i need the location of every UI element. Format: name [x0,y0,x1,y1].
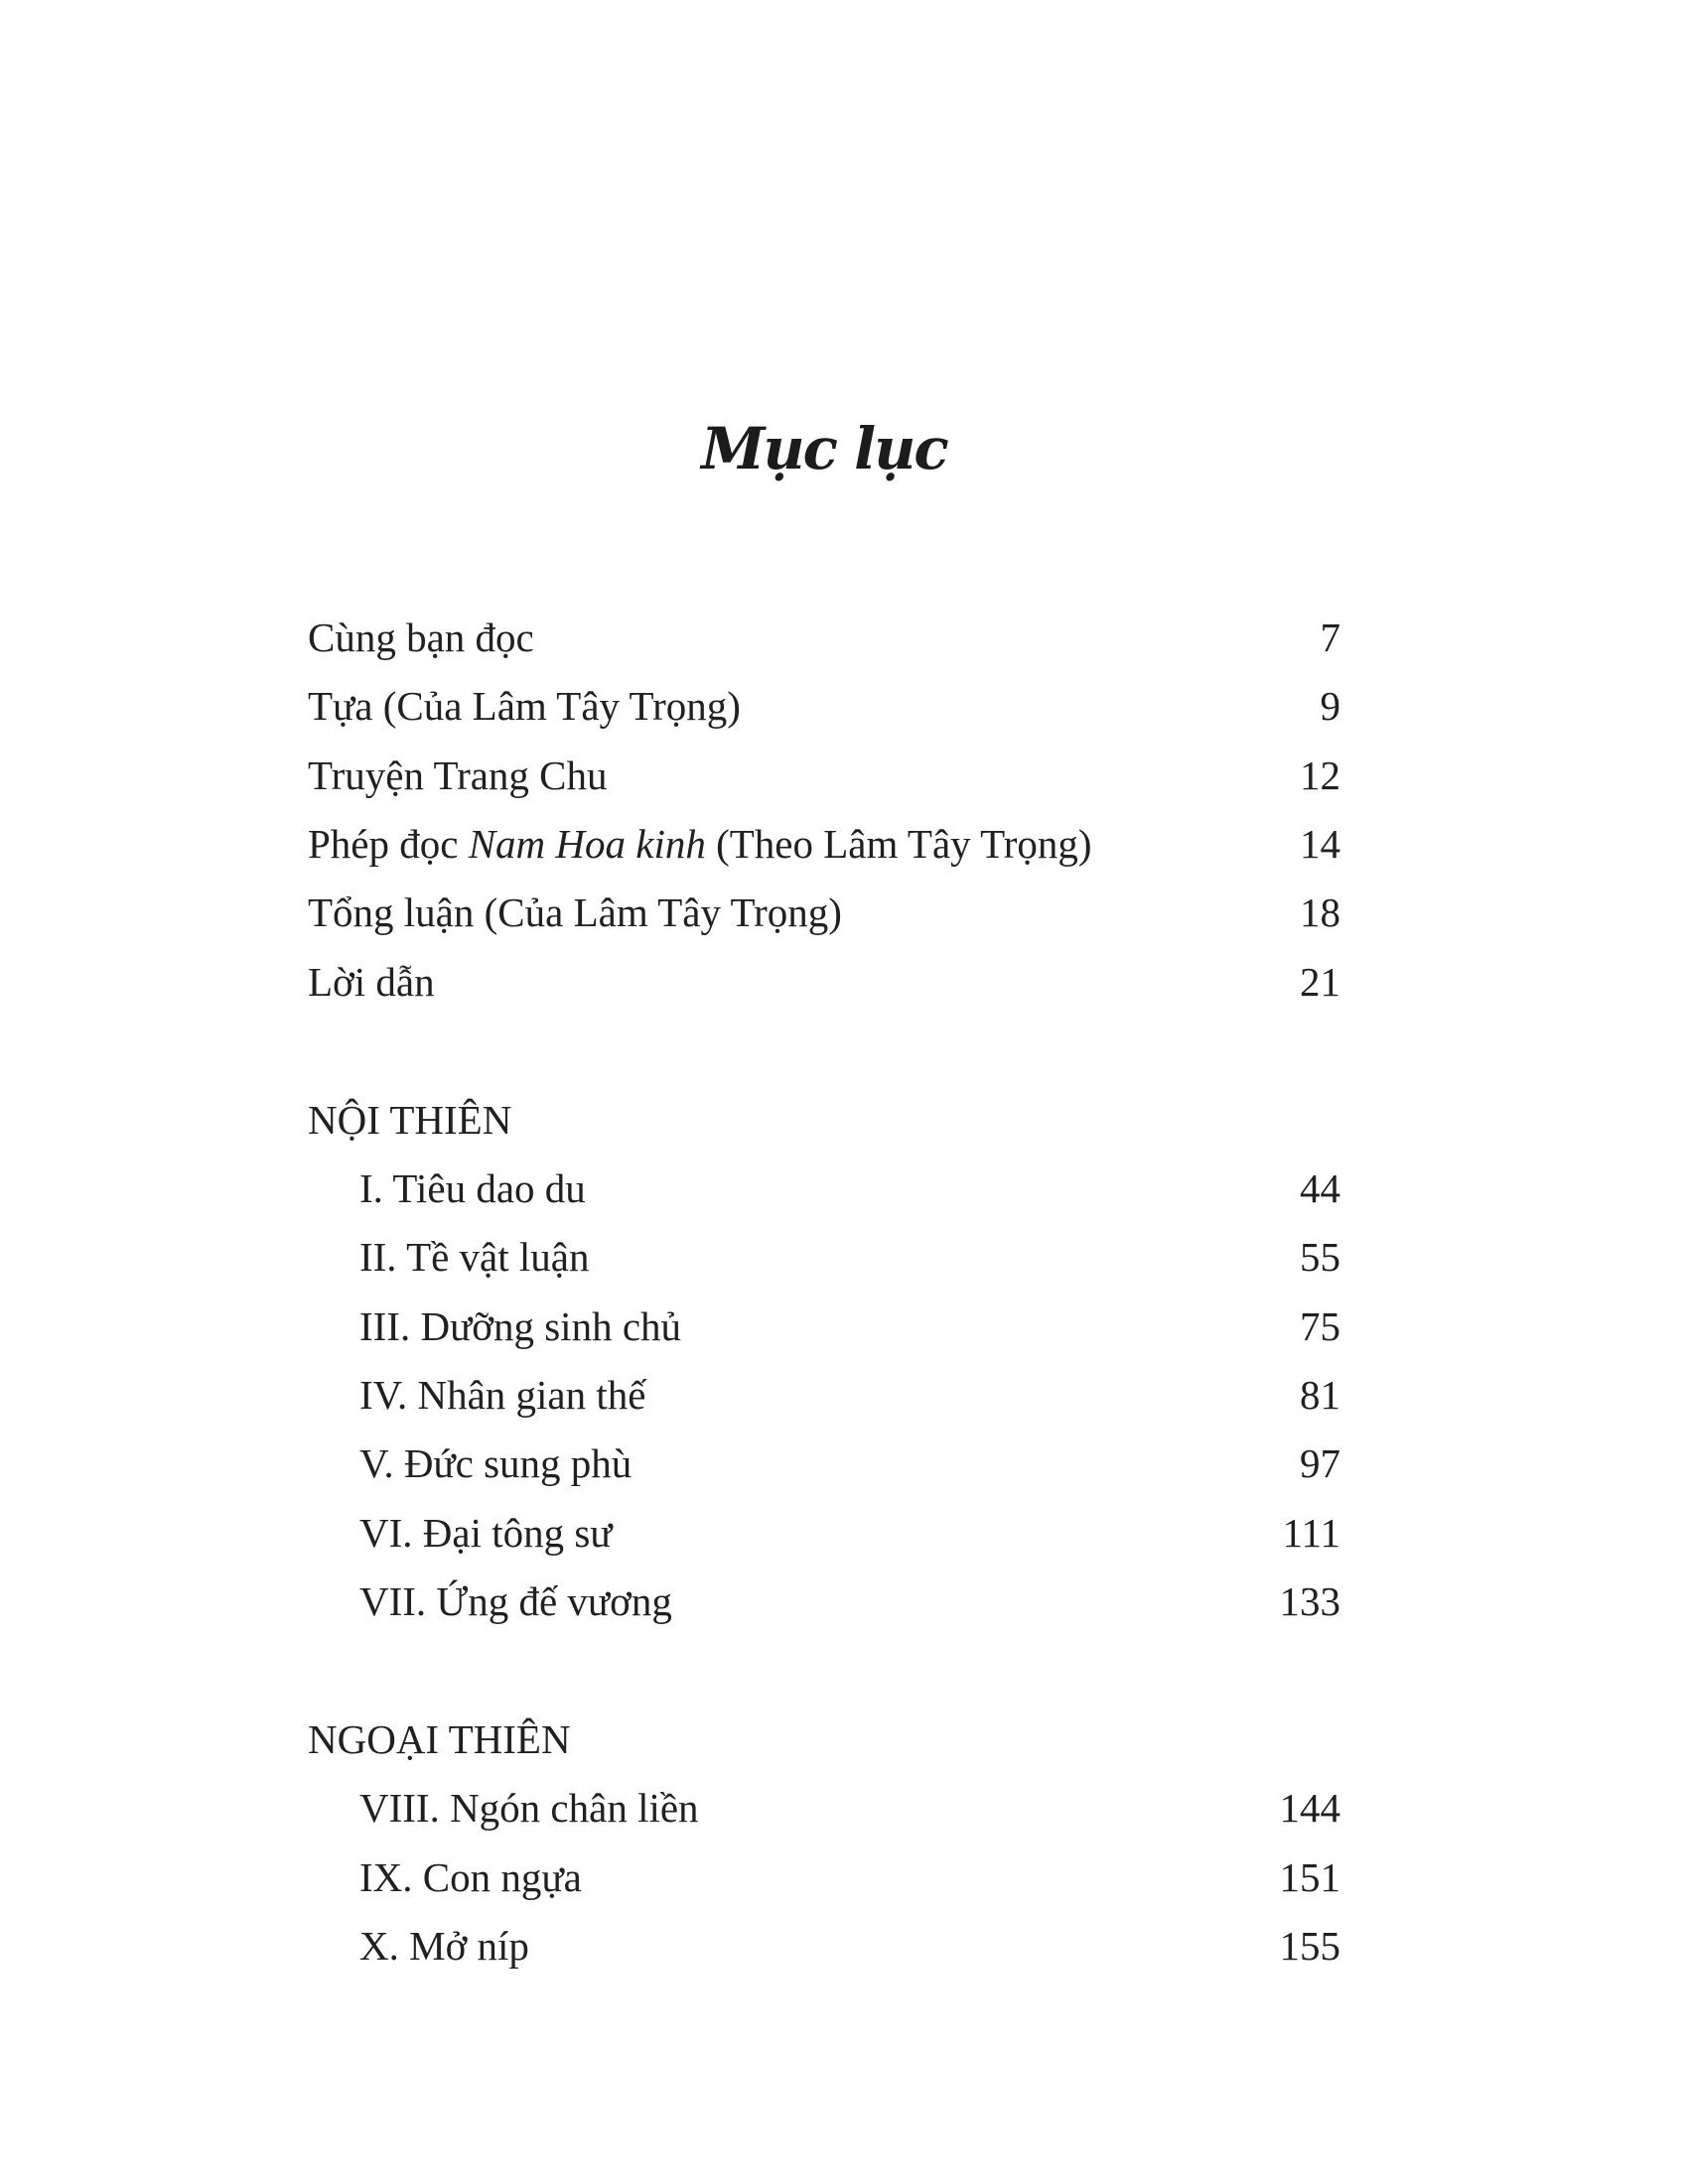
toc-entry-label: Tựa (Của Lâm Tây Trọng) [308,683,741,729]
toc-entry-truyen-trang-chu[interactable] [308,746,1340,805]
toc-entry-page-number: 9 [1320,683,1340,729]
toc-entry-page-number: 155 [1279,1923,1340,1969]
toc-entry-label: V. Đức sung phù [359,1440,633,1486]
toc-entry-label-after: (Theo Lâm Tây Trọng) [705,821,1092,867]
toc-entry-label: VI. Đại tông sư [359,1510,613,1556]
toc-entry-page-number: 111 [1282,1510,1340,1556]
page-title: Mục lục [701,415,947,482]
toc-entry-page-number: 18 [1300,889,1340,935]
toc-entry-page-number: 55 [1300,1234,1340,1280]
toc-entry-label [308,814,1092,874]
toc-entry-chapter-3[interactable] [308,1297,1340,1356]
toc-entry-chapter-7[interactable] [308,1571,1340,1631]
toc-entry-label: Cùng bạn đọc [308,614,534,660]
toc-entry-loi-dan[interactable] [308,952,1340,1012]
toc-entry-chapter-8[interactable] [308,1778,1340,1838]
toc-entry-label: Lời dẫn [308,959,435,1005]
toc-entry-page-number: 81 [1300,1372,1340,1418]
toc-entry-label: VII. Ứng đế vương [359,1578,672,1624]
section-heading-noi-thien: NỘI THIÊN [308,1097,512,1143]
toc-entry-tua[interactable] [308,676,1340,736]
toc-entry-page-number: 144 [1279,1785,1340,1831]
toc-entry-label: I. Tiêu dao du [359,1165,586,1211]
toc-entry-label: II. Tề vật luận [359,1234,590,1280]
toc-entry-label: VIII. Ngón chân liền [359,1785,699,1831]
toc-entry-label-italic-title: Nam Hoa kinh [468,821,706,867]
toc-entry-label: Tổng luận (Của Lâm Tây Trọng) [308,889,842,935]
toc-entry-label: IX. Con ngựa [359,1854,582,1900]
section-heading-ngoai-thien: NGOẠI THIÊN [308,1716,571,1762]
toc-entry-page-number: 14 [1300,821,1340,867]
toc-entry-chapter-5[interactable] [308,1433,1340,1493]
toc-entry-label: X. Mở níp [359,1923,529,1969]
toc-entry-phep-doc[interactable] [308,814,1340,874]
toc-entry-chapter-9[interactable] [308,1847,1340,1907]
toc-entry-page-number: 133 [1279,1578,1340,1624]
toc-entry-chapter-10[interactable] [308,1916,1340,1976]
toc-entry-chapter-4[interactable] [308,1365,1340,1425]
toc-entry-tong-luan[interactable] [308,883,1340,942]
toc-entry-chapter-6[interactable] [308,1503,1340,1563]
toc-entry-page-number: 7 [1320,614,1340,660]
toc-entry-label-before: Phép đọc [308,821,469,867]
toc-entry-page-number: 12 [1300,752,1340,798]
toc-entry-label: III. Dưỡng sinh chủ [359,1303,682,1349]
toc-entry-label: IV. Nhân gian thế [359,1372,646,1418]
toc-entry-cung-ban-doc[interactable] [308,608,1340,667]
toc-entry-page-number: 97 [1300,1440,1340,1486]
toc-entry-page-number: 44 [1300,1165,1340,1211]
toc-entry-label: Truyện Trang Chu [308,752,608,798]
toc-entry-page-number: 75 [1300,1303,1340,1349]
toc-entry-page-number: 151 [1279,1854,1340,1900]
toc-entry-page-number: 21 [1300,959,1340,1005]
toc-entry-chapter-1[interactable] [308,1159,1340,1218]
toc-entry-chapter-2[interactable] [308,1227,1340,1287]
